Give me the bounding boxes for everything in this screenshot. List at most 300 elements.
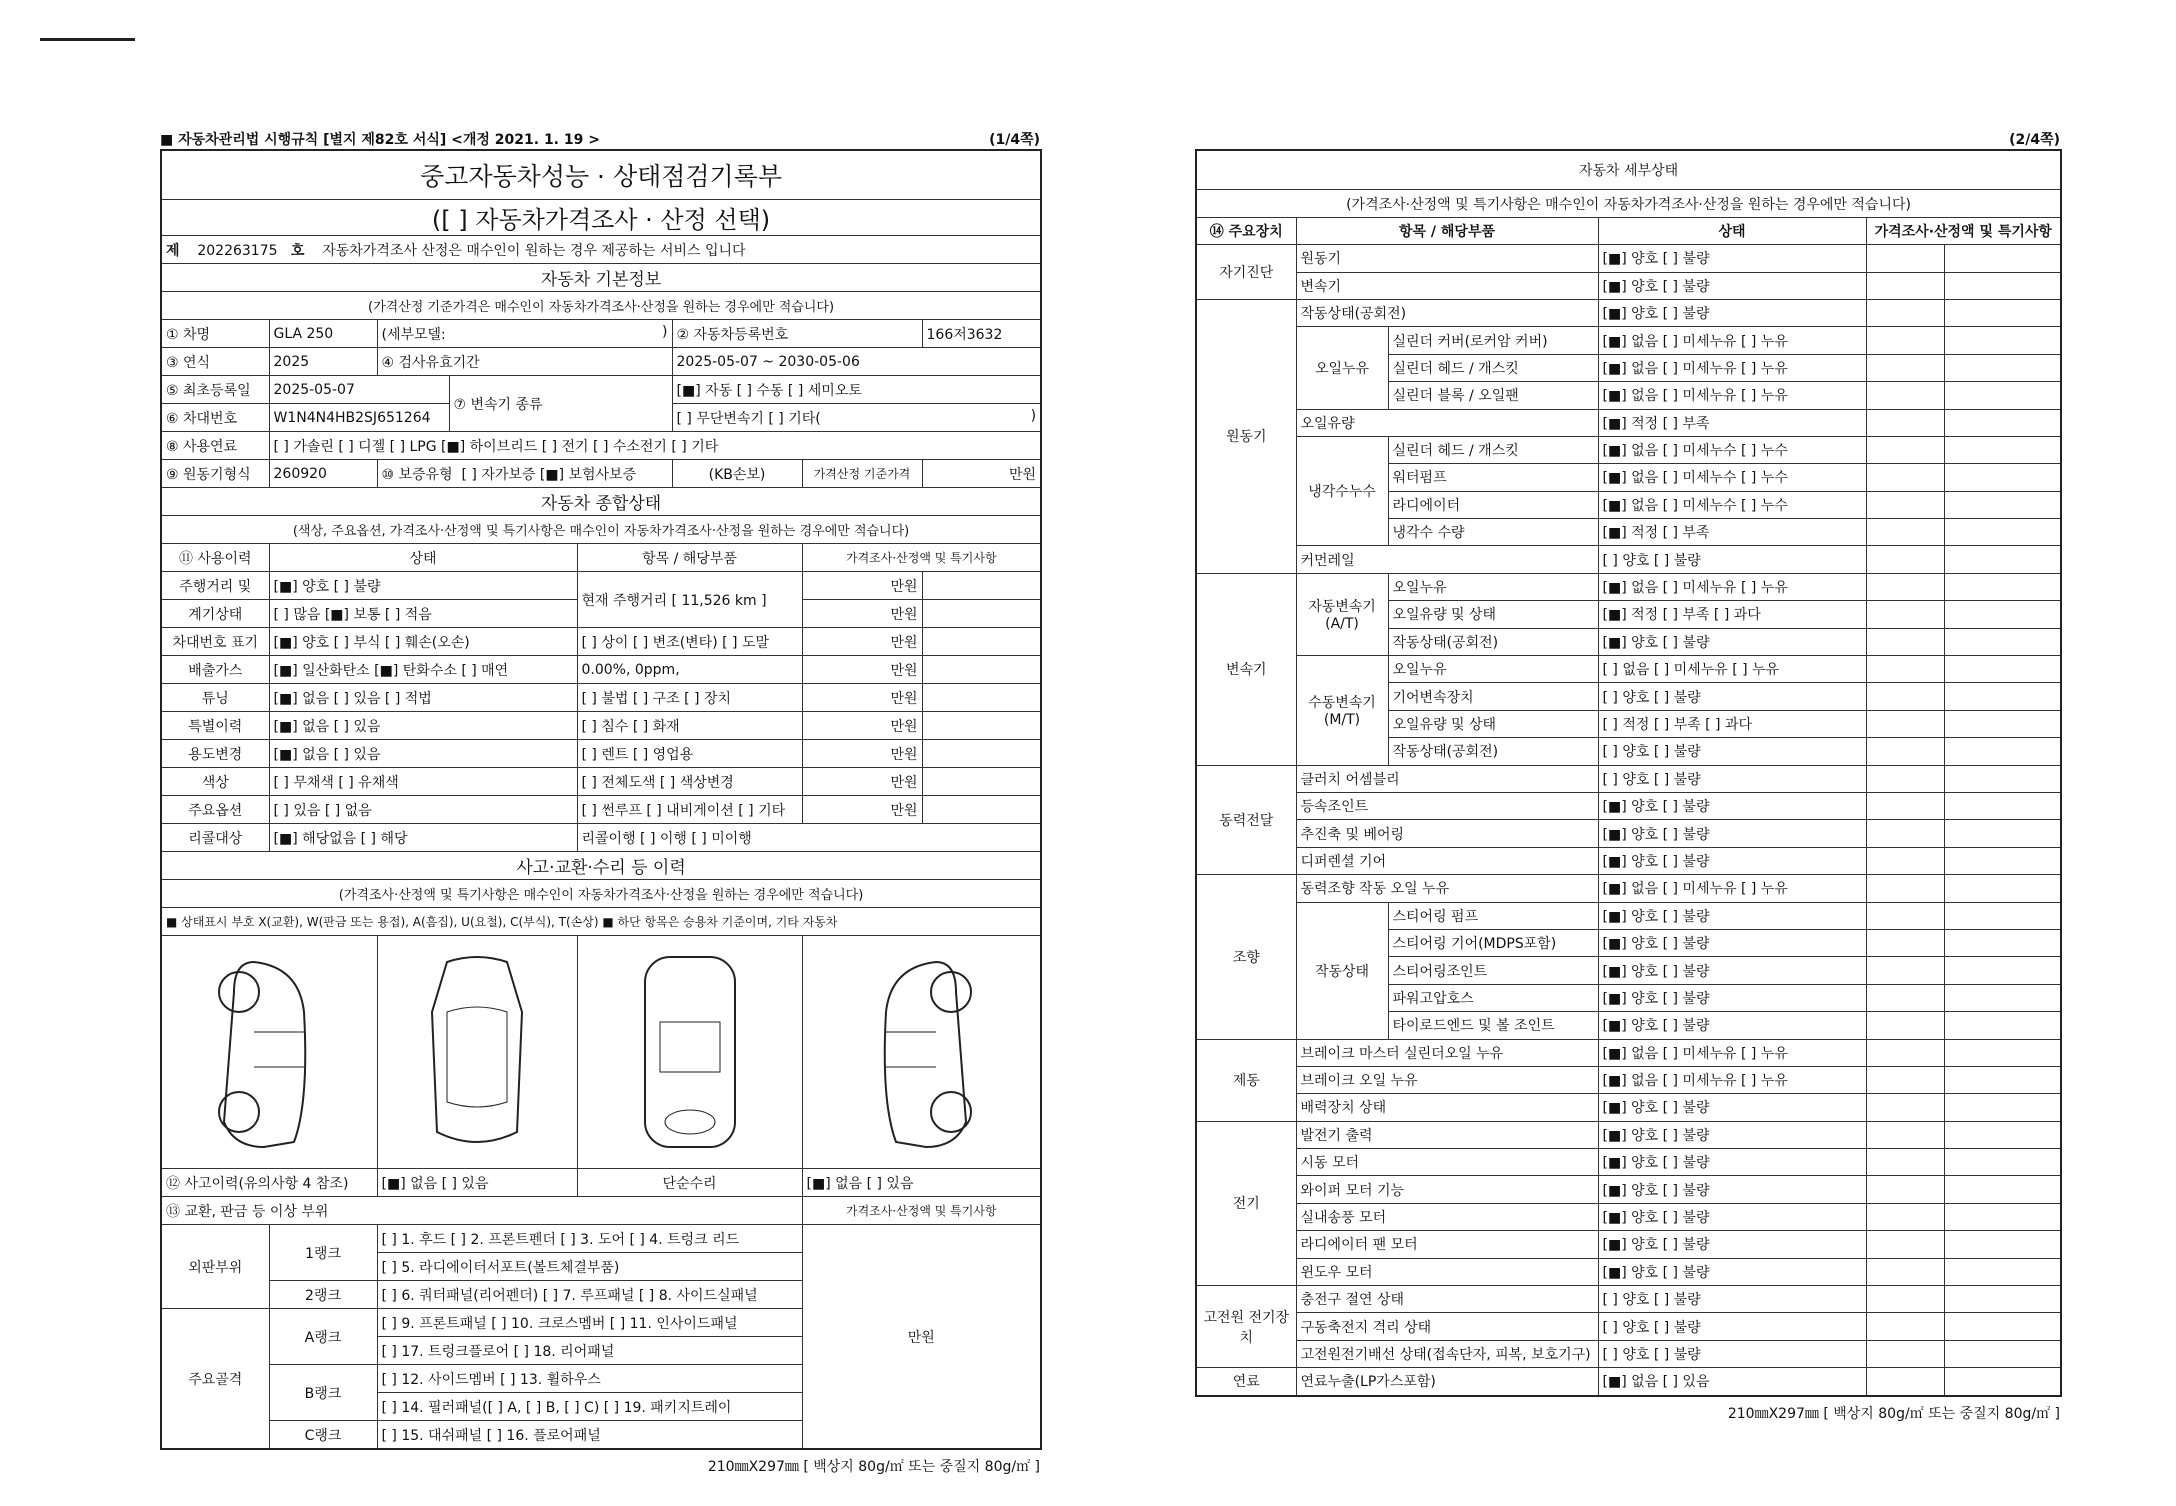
accident-title: 사고·교환·수리 등 이력 <box>161 852 1041 880</box>
detail-model <box>377 320 672 348</box>
detail-state: [ ] 없음 [ ] 미세누유 [ ] 누유 <box>1598 656 1866 683</box>
summary-state: [■] 없음 [ ] 있음 <box>269 712 577 740</box>
detail-state: [■] 없음 [ ] 미세누유 [ ] 누유 <box>1598 573 1866 600</box>
car-side-left-diagram <box>161 936 377 1169</box>
detail-remark <box>1944 957 2061 984</box>
group-fuel: 연료 <box>1196 1368 1296 1396</box>
detail-note: (가격조사·산정액 및 특기사항은 매수인이 자동차가격조사·산정을 원하는 경우에만 적습니다) <box>1196 190 2061 217</box>
summary-item: [ ] 렌트 [ ] 영업용 <box>577 740 802 768</box>
detail-item: 라디에이터 <box>1388 491 1598 518</box>
page-2 <box>1195 125 2060 1423</box>
detail-item: 실린더 헤드 / 개스킷 <box>1388 354 1598 381</box>
summary-price: 만원 <box>802 656 922 684</box>
detail-item: 스티어링조인트 <box>1388 957 1598 984</box>
detail-state: [■] 양호 [ ] 불량 <box>1598 1176 1866 1203</box>
exchange-head: ⑬ 교환, 판금 등 이상 부위 <box>161 1197 802 1225</box>
car-top-icon <box>402 952 552 1152</box>
summary-price-note <box>922 768 1041 796</box>
form-reference: ■ 자동차관리법 시행규칙 [별지 제82호 서식] <개정 2021. 1. 19 > <box>160 132 600 148</box>
detail-state: [■] 적정 [ ] 부족 [ ] 과다 <box>1598 601 1866 628</box>
fuel-options: [ ] 가솔린 [ ] 디젤 [ ] LPG [■] 하이브리드 [ ] 전기 [ ] 수소전기 [ ] 기타 <box>269 432 1041 460</box>
summary-row <box>161 740 1041 768</box>
summary-label: 특별이력 <box>161 712 269 740</box>
detail-price <box>1866 765 1944 792</box>
detail-state: [■] 없음 [ ] 미세누수 [ ] 누수 <box>1598 491 1866 518</box>
summary-label: 색상 <box>161 768 269 796</box>
detail-remark <box>1944 656 2061 683</box>
detail-remark <box>1944 546 2061 573</box>
detail-price <box>1866 628 1944 655</box>
detail-price <box>1866 1286 1944 1313</box>
page-1-footer: 210㎜X297㎜ [ 백상지 80g/㎡ 또는 중질지 80g/㎡ ] <box>707 1459 1040 1475</box>
detail-remark <box>1944 1094 2061 1121</box>
group-self-diagnosis: 자기진단 <box>1196 245 1296 300</box>
detail-price <box>1866 1176 1944 1203</box>
record-no: 202263175 <box>197 242 278 259</box>
summary-head-state: 상태 <box>269 544 577 572</box>
detail-item: 실린더 커버(로커암 커버) <box>1388 327 1598 354</box>
detail-item: 오일유량 및 상태 <box>1388 710 1598 737</box>
inspection-form <box>160 149 1042 1450</box>
detail-state: [■] 없음 [ ] 미세누유 [ ] 누유 <box>1598 382 1866 409</box>
summary-row <box>161 712 1041 740</box>
detail-price <box>1866 354 1944 381</box>
detail-price <box>1866 683 1944 710</box>
page-2-header <box>1195 125 2060 149</box>
sub-coolant-leak: 냉각수누수 <box>1296 436 1388 546</box>
fuel-label: ⑧ 사용연료 <box>161 432 269 460</box>
detail-item: 브레이크 마스터 실린더오일 누유 <box>1296 1039 1598 1066</box>
detail-state: [■] 양호 [ ] 불량 <box>1598 628 1866 655</box>
detail-item: 워터펌프 <box>1388 464 1598 491</box>
detail-item: 원동기 <box>1296 245 1598 272</box>
detail-remark <box>1944 765 2061 792</box>
summary-state: [■] 일산화탄소 [■] 탄화수소 [ ] 매연 <box>269 656 577 684</box>
summary-price-note <box>922 600 1041 628</box>
sub-steering-operation: 작동상태 <box>1296 902 1388 1039</box>
detail-item: 연료누출(LP가스포함) <box>1296 1368 1598 1396</box>
detail-remark <box>1944 1176 2061 1203</box>
sub-oil-leak: 오일누유 <box>1296 327 1388 409</box>
group-transmission: 변속기 <box>1196 573 1296 765</box>
car-side-right-diagram <box>802 936 1041 1169</box>
engine-type-label: ⑨ 원동기형식 <box>161 460 269 488</box>
detail-item: 냉각수 수량 <box>1388 519 1598 546</box>
detail-item: 시동 모터 <box>1296 1149 1598 1176</box>
detail-price <box>1866 738 1944 765</box>
detail-item: 구동축전지 격리 상태 <box>1296 1313 1598 1340</box>
record-number-row <box>161 236 1041 264</box>
detail-item: 파워고압호스 <box>1388 984 1598 1011</box>
detail-state: [ ] 양호 [ ] 불량 <box>1598 1313 1866 1340</box>
detail-price <box>1866 1039 1944 1066</box>
detail-state: [■] 없음 [ ] 미세누수 [ ] 누수 <box>1598 464 1866 491</box>
rank-1-items-b: [ ] 5. 라디에이터서포트(볼트체결부품) <box>377 1253 802 1281</box>
detail-remark <box>1944 820 2061 847</box>
summary-row <box>161 824 1041 852</box>
detail-remark <box>1944 929 2061 956</box>
detail-state: [■] 양호 [ ] 불량 <box>1598 272 1866 299</box>
summary-item: 0.00%, 0ppm, <box>577 656 802 684</box>
detail-item: 동력조향 작동 오일 누유 <box>1296 875 1598 902</box>
detail-item: 기어변속장치 <box>1388 683 1598 710</box>
transmission-label: ⑦ 변속기 종류 <box>449 376 672 432</box>
year: 2025 <box>269 348 377 376</box>
group-engine: 원동기 <box>1196 299 1296 573</box>
group-brake: 제동 <box>1196 1039 1296 1121</box>
summary-row <box>161 684 1041 712</box>
detail-item: 실린더 헤드 / 개스킷 <box>1388 436 1598 463</box>
detail-state: [■] 양호 [ ] 불량 <box>1598 1231 1866 1258</box>
detail-price <box>1866 327 1944 354</box>
accident-note: (가격조사·산정액 및 특기사항은 매수인이 자동차가격조사·산정을 원하는 경우에만 적습니다) <box>161 880 1041 908</box>
detail-item: 오일누유 <box>1388 573 1598 600</box>
car-name-label: ① 차명 <box>161 320 269 348</box>
detail-model-label: (세부모델: <box>381 326 446 343</box>
detail-item: 디퍼렌셜 기어 <box>1296 847 1598 874</box>
detail-state: [■] 양호 [ ] 불량 <box>1598 902 1866 929</box>
rank-c-label: C랭크 <box>269 1421 377 1450</box>
detail-item: 실린더 블록 / 오일팬 <box>1388 382 1598 409</box>
detail-price <box>1866 929 1944 956</box>
detail-price <box>1866 984 1944 1011</box>
detail-remark <box>1944 1313 2061 1340</box>
detail-price <box>1866 847 1944 874</box>
detail-price <box>1866 1094 1944 1121</box>
record-no-label: 제 <box>166 242 180 259</box>
rank-c-items: [ ] 15. 대쉬패널 [ ] 16. 플로어패널 <box>377 1421 802 1450</box>
summary-label: 주행거리 및 <box>161 572 269 600</box>
detail-price <box>1866 1258 1944 1285</box>
detail-state: [■] 양호 [ ] 불량 <box>1598 1258 1866 1285</box>
rank-2-items: [ ] 6. 쿼터패널(리어펜더) [ ] 7. 루프패널 [ ] 8. 사이드실패널 <box>377 1281 802 1309</box>
detail-state: [■] 양호 [ ] 불량 <box>1598 245 1866 272</box>
accident-history-label: ⑫ 사고이력(유의사항 4 참조) <box>161 1169 377 1197</box>
detail-price <box>1866 792 1944 819</box>
detail-price <box>1866 1340 1944 1367</box>
first-reg-date: 2025-05-07 <box>269 376 449 404</box>
reg-number: 166저3632 <box>922 320 1041 348</box>
detail-remark <box>1944 984 2061 1011</box>
detail-price <box>1866 272 1944 299</box>
detail-remark <box>1944 683 2061 710</box>
detail-remark <box>1944 902 2061 929</box>
summary-item: 현재 주행거리 [ 11,526 km ] <box>577 572 802 628</box>
summary-state: [■] 해당없음 [ ] 해당 <box>269 824 577 852</box>
detail-state: [■] 양호 [ ] 불량 <box>1598 929 1866 956</box>
detail-remark <box>1944 272 2061 299</box>
summary-price-note <box>922 656 1041 684</box>
detail-state: [ ] 양호 [ ] 불량 <box>1598 738 1866 765</box>
summary-price: 만원 <box>802 796 922 824</box>
detail-item: 윈도우 모터 <box>1296 1258 1598 1285</box>
transmission-options-2-text: [ ] 무단변속기 [ ] 기타( <box>676 410 821 427</box>
detail-title: 자동차 세부상태 <box>1196 150 2061 190</box>
detail-state: [■] 적정 [ ] 부족 <box>1598 409 1866 436</box>
summary-row <box>161 796 1041 824</box>
summary-label: 계기상태 <box>161 600 269 628</box>
detail-state: [■] 양호 [ ] 불량 <box>1598 792 1866 819</box>
detail-price <box>1866 957 1944 984</box>
detail-price <box>1866 820 1944 847</box>
basic-info-note: (가격산정 기준가격은 매수인이 자동차가격조사·산정을 원하는 경우에만 적습니다) <box>161 292 1041 320</box>
detail-remark <box>1944 1368 2061 1396</box>
detail-item: 충전구 절연 상태 <box>1296 1286 1598 1313</box>
detail-remark <box>1944 1340 2061 1367</box>
summary-row <box>161 572 1041 600</box>
detail-price <box>1866 299 1944 326</box>
summary-label: 용도변경 <box>161 740 269 768</box>
summary-state: [■] 없음 [ ] 있음 [ ] 적법 <box>269 684 577 712</box>
summary-label: 리콜대상 <box>161 824 269 852</box>
detail-form <box>1195 149 2062 1397</box>
detail-item: 스티어링 기어(MDPS포함) <box>1388 929 1598 956</box>
detail-remark <box>1944 792 2061 819</box>
summary-label: 튜닝 <box>161 684 269 712</box>
summary-head-price: 가격조사·산정액 및 특기사항 <box>802 544 1041 572</box>
page-number: (1/4쪽) <box>989 132 1040 148</box>
detail-item: 와이퍼 모터 기능 <box>1296 1176 1598 1203</box>
detail-remark <box>1944 464 2061 491</box>
rank-a-items-a: [ ] 9. 프론트패널 [ ] 10. 크로스멤버 [ ] 11. 인사이드패널 <box>377 1309 802 1337</box>
detail-item: 배력장치 상태 <box>1296 1094 1598 1121</box>
detail-item: 발전기 출력 <box>1296 1121 1598 1148</box>
detail-item: 등속조인트 <box>1296 792 1598 819</box>
detail-state: [■] 없음 [ ] 미세누수 [ ] 누수 <box>1598 436 1866 463</box>
detail-remark <box>1944 1149 2061 1176</box>
detail-remark <box>1944 1231 2061 1258</box>
detail-remark <box>1944 573 2061 600</box>
detail-state: [■] 없음 [ ] 미세누유 [ ] 누유 <box>1598 1039 1866 1066</box>
car-name: GLA 250 <box>269 320 377 348</box>
page-1 <box>160 125 1040 1476</box>
detail-head-state: 상태 <box>1598 217 1866 244</box>
detail-item: 타이로드엔드 및 볼 조인트 <box>1388 1012 1598 1039</box>
detail-remark <box>1944 710 2061 737</box>
detail-model-close: ) <box>662 323 668 340</box>
detail-remark <box>1944 409 2061 436</box>
basic-info-title: 자동차 기본정보 <box>161 264 1041 292</box>
first-reg-label: ⑤ 최초등록일 <box>161 376 269 404</box>
rank-a-label: A랭크 <box>269 1309 377 1365</box>
detail-remark <box>1944 1066 2061 1093</box>
detail-head-item: 항목 / 해당부품 <box>1296 217 1598 244</box>
group-high-voltage: 고전원 전기장치 <box>1196 1286 1296 1368</box>
detail-state: [ ] 양호 [ ] 불량 <box>1598 546 1866 573</box>
transmission-options-2-close: ) <box>1030 407 1037 424</box>
detail-price <box>1866 1231 1944 1258</box>
warranty-options: [ ] 자가보증 [■] 보험사보증 <box>461 466 637 483</box>
detail-remark <box>1944 327 2061 354</box>
detail-item: 변속기 <box>1296 272 1598 299</box>
summary-price-note <box>922 740 1041 768</box>
vin-label: ⑥ 차대번호 <box>161 404 269 432</box>
detail-price <box>1866 1368 1944 1396</box>
simple-repair-state: [■] 없음 [ ] 있음 <box>802 1169 1041 1197</box>
summary-price-note <box>922 684 1041 712</box>
detail-price <box>1866 1313 1944 1340</box>
summary-price-note <box>922 796 1041 824</box>
summary-state: [■] 없음 [ ] 있음 <box>269 740 577 768</box>
detail-remark <box>1944 299 2061 326</box>
page-number-2: (2/4쪽) <box>2009 132 2060 148</box>
detail-price <box>1866 656 1944 683</box>
detail-item: 실내송풍 모터 <box>1296 1203 1598 1230</box>
rank-a-items-b: [ ] 17. 트렁크플로어 [ ] 18. 리어패널 <box>377 1337 802 1365</box>
detail-state: [ ] 적정 [ ] 부족 [ ] 과다 <box>1598 710 1866 737</box>
detail-state: [■] 없음 [ ] 있음 <box>1598 1368 1866 1396</box>
detail-remark <box>1944 491 2061 518</box>
detail-price <box>1866 1203 1944 1230</box>
accident-history-state: [■] 없음 [ ] 있음 <box>377 1169 577 1197</box>
detail-price <box>1866 902 1944 929</box>
detail-head-device: ⑭ 주요장치 <box>1196 217 1296 244</box>
car-side-left-icon <box>194 952 344 1152</box>
summary-price: 만원 <box>802 628 922 656</box>
car-frame-icon <box>615 952 765 1152</box>
detail-state: [■] 없음 [ ] 미세누유 [ ] 누유 <box>1598 1066 1866 1093</box>
detail-price <box>1866 382 1944 409</box>
warranty-company: (KB손보) <box>672 460 802 488</box>
summary-state: [■] 양호 [ ] 부식 [ ] 훼손(오손) <box>269 628 577 656</box>
detail-remark <box>1944 245 2061 272</box>
detail-state: [ ] 양호 [ ] 불량 <box>1598 765 1866 792</box>
detail-remark <box>1944 1286 2061 1313</box>
detail-price <box>1866 1121 1944 1148</box>
summary-label: 배출가스 <box>161 656 269 684</box>
summary-label: 차대번호 표기 <box>161 628 269 656</box>
detail-item: 작동상태(공회전) <box>1388 628 1598 655</box>
valid-period: 2025-05-07 ~ 2030-05-06 <box>672 348 1041 376</box>
detail-state: [■] 양호 [ ] 불량 <box>1598 957 1866 984</box>
car-diagrams <box>161 936 1041 1169</box>
detail-state: [■] 양호 [ ] 불량 <box>1598 820 1866 847</box>
summary-price: 만원 <box>802 768 922 796</box>
group-steering: 조향 <box>1196 875 1296 1039</box>
detail-price <box>1866 875 1944 902</box>
detail-remark <box>1944 1039 2061 1066</box>
detail-price <box>1866 409 1944 436</box>
detail-remark <box>1944 1258 2061 1285</box>
detail-remark <box>1944 1012 2061 1039</box>
summary-price: 만원 <box>802 684 922 712</box>
summary-row <box>161 628 1041 656</box>
detail-item: 라디에이터 팬 모터 <box>1296 1231 1598 1258</box>
summary-item: [ ] 상이 [ ] 변조(변타) [ ] 도말 <box>577 628 802 656</box>
detail-item: 커먼레일 <box>1296 546 1598 573</box>
detail-price <box>1866 1066 1944 1093</box>
detail-item: 고전원전기배선 상태(접속단자, 피복, 보호기구) <box>1296 1340 1598 1367</box>
exchange-price-head: 가격조사·산정액 및 특기사항 <box>802 1197 1041 1225</box>
summary-item: [ ] 썬루프 [ ] 내비게이션 [ ] 기타 <box>577 796 802 824</box>
detail-price <box>1866 601 1944 628</box>
vin: W1N4N4HB2SJ651264 <box>269 404 449 432</box>
detail-item: 오일유량 및 상태 <box>1388 601 1598 628</box>
price-basis-unit: 만원 <box>922 460 1041 488</box>
sub-manual: 수동변속기 (M/T) <box>1296 656 1388 766</box>
engine-type: 260920 <box>269 460 377 488</box>
summary-price-note <box>922 572 1041 600</box>
detail-state: [■] 양호 [ ] 불량 <box>1598 1203 1866 1230</box>
detail-price <box>1866 546 1944 573</box>
detail-state: [■] 양호 [ ] 불량 <box>1598 1094 1866 1121</box>
summary-head-item: 항목 / 해당부품 <box>577 544 802 572</box>
detail-state: [■] 양호 [ ] 불량 <box>1598 984 1866 1011</box>
detail-item: 오일유량 <box>1296 409 1598 436</box>
summary-price: 만원 <box>802 740 922 768</box>
summary-state: [■] 양호 [ ] 불량 <box>269 572 577 600</box>
summary-price: 만원 <box>802 572 922 600</box>
detail-price <box>1866 464 1944 491</box>
page-1-header <box>160 125 1040 149</box>
summary-state: [ ] 많음 [■] 보통 [ ] 적음 <box>269 600 577 628</box>
summary-label: 주요옵션 <box>161 796 269 824</box>
detail-item: 스티어링 펌프 <box>1388 902 1598 929</box>
frame-label: 주요골격 <box>161 1309 269 1450</box>
rank-2-label: 2랭크 <box>269 1281 377 1309</box>
detail-remark <box>1944 1203 2061 1230</box>
detail-price <box>1866 491 1944 518</box>
summary-row <box>161 656 1041 684</box>
detail-item: 작동상태(공회전) <box>1388 738 1598 765</box>
detail-price <box>1866 1149 1944 1176</box>
top-rule <box>40 38 135 41</box>
summary-price: 만원 <box>802 600 922 628</box>
summary-item: [ ] 불법 [ ] 구조 [ ] 장치 <box>577 684 802 712</box>
summary-item: [ ] 전체도색 [ ] 색상변경 <box>577 768 802 796</box>
detail-item: 브레이크 오일 누유 <box>1296 1066 1598 1093</box>
simple-repair-label: 단순수리 <box>577 1169 802 1197</box>
detail-remark <box>1944 738 2061 765</box>
detail-price <box>1866 245 1944 272</box>
summary-item: [ ] 침수 [ ] 화재 <box>577 712 802 740</box>
car-side-right-icon <box>846 952 996 1152</box>
summary-head-history: ⑪ 사용이력 <box>161 544 269 572</box>
rank-b-label: B랭크 <box>269 1365 377 1421</box>
price-basis-label: 가격산정 기준가격 <box>802 460 922 488</box>
service-note: 자동차가격조사 산정은 매수인이 원하는 경우 제공하는 서비스 입니다 <box>322 242 746 259</box>
detail-state: [ ] 양호 [ ] 불량 <box>1598 1340 1866 1367</box>
detail-remark <box>1944 601 2061 628</box>
outer-panel-label: 외판부위 <box>161 1225 269 1309</box>
rank-1-items-a: [ ] 1. 후드 [ ] 2. 프론트펜더 [ ] 3. 도어 [ ] 4. 트렁크 리드 <box>377 1225 802 1253</box>
detail-remark <box>1944 519 2061 546</box>
detail-remark <box>1944 436 2061 463</box>
rank-1-label: 1랭크 <box>269 1225 377 1281</box>
summary-note: (색상, 주요옵션, 가격조사·산정액 및 특기사항은 매수인이 자동차가격조사·산정을 원하는 경우에만 적습니다) <box>161 516 1041 544</box>
detail-remark <box>1944 354 2061 381</box>
car-bottom-diagram <box>577 936 802 1169</box>
detail-price <box>1866 436 1944 463</box>
rank-b-items-a: [ ] 12. 사이드멤버 [ ] 13. 휠하우스 <box>377 1365 802 1393</box>
transmission-options: [■] 자동 [ ] 수동 [ ] 세미오토 <box>672 376 1041 404</box>
detail-price <box>1866 519 1944 546</box>
detail-item: 오일누유 <box>1388 656 1598 683</box>
warranty-label: ⑩ 보증유형 <box>381 466 453 483</box>
detail-state: [■] 없음 [ ] 미세누유 [ ] 누유 <box>1598 327 1866 354</box>
detail-remark <box>1944 382 2061 409</box>
detail-state: [■] 없음 [ ] 미세누유 [ ] 누유 <box>1598 354 1866 381</box>
reg-number-label: ② 자동차등록번호 <box>672 320 922 348</box>
summary-row <box>161 768 1041 796</box>
detail-state: [■] 없음 [ ] 미세누유 [ ] 누유 <box>1598 875 1866 902</box>
detail-state: [■] 양호 [ ] 불량 <box>1598 1012 1866 1039</box>
record-no-suffix: 호 <box>290 242 305 259</box>
sub-automatic: 자동변속기 (A/T) <box>1296 573 1388 655</box>
summary-state: [ ] 있음 [ ] 없음 <box>269 796 577 824</box>
legend: ■ 상태표시 부호 X(교환), W(판금 또는 용접), A(흠집), U(요철), C(부식), T(손상) ■ 하단 항목은 승용차 기준이며, 기타 자동차 <box>161 908 1041 936</box>
group-electric: 전기 <box>1196 1121 1296 1285</box>
